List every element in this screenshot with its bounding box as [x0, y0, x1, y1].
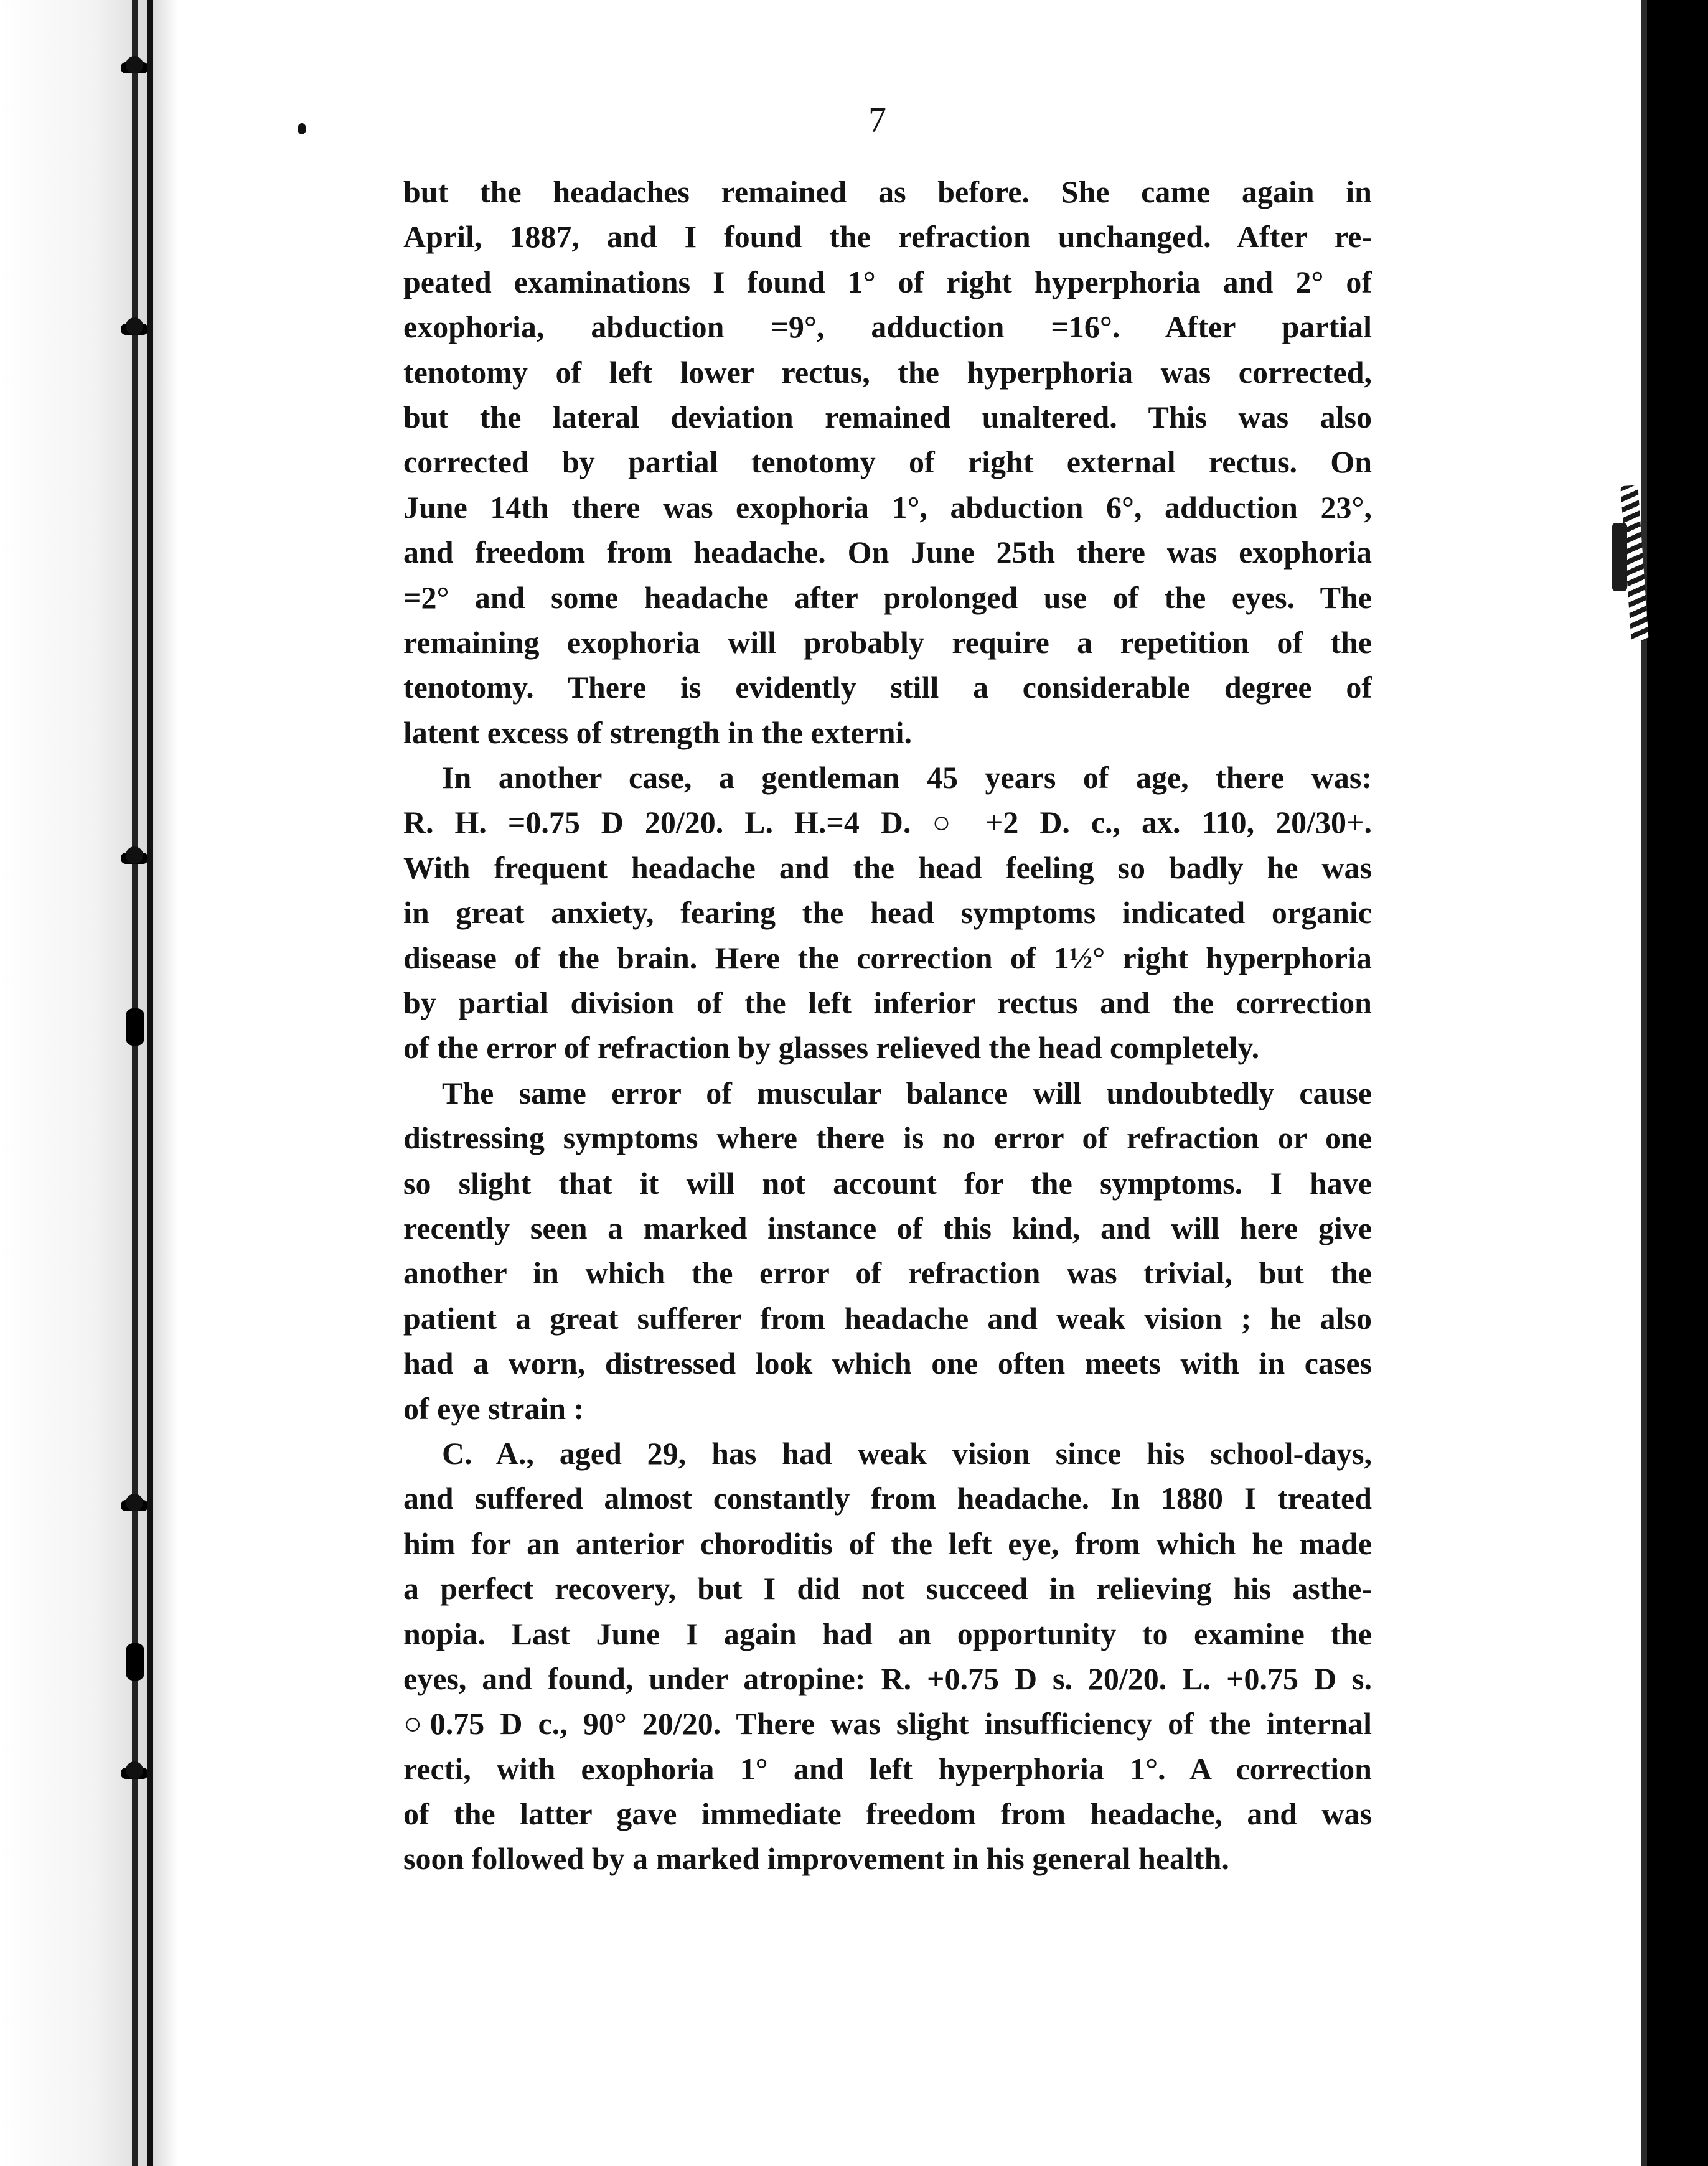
text-line: of the latter gave immediate freedom from headache, and was [403, 1796, 1372, 1832]
text-line: of eye strain : [403, 1390, 584, 1426]
text-line: R. H. =0.75 D 20/20. L. H.=4 D. ○ +2 D. c., ax. 110, 20/30+. [403, 805, 1372, 840]
text-line: recti, with exophoria 1° and left hyperphoria 1°. A correction [403, 1751, 1372, 1786]
torn-edge-fragment [1612, 523, 1627, 591]
scan-border [1647, 0, 1708, 2166]
text-line: of the error of refraction by glasses relieved the head completely. [403, 1030, 1260, 1066]
text-line: eyes, and found, under atropine: R. +0.75 D s. 20/20. L. +0.75 D s. [403, 1661, 1372, 1696]
text-line: nopia. Last June I again had an opportunity to examine the [403, 1616, 1372, 1651]
binding-stitch [126, 56, 143, 73]
text-line: tenotomy. There is evidently still a considerable degree of [403, 670, 1372, 705]
text-line: soon followed by a marked improvement in his general health. [403, 1841, 1229, 1877]
text-line: and freedom from headache. On June 25th there was exophoria [403, 535, 1372, 570]
page-fold-line [147, 0, 153, 2166]
text-line: by partial division of the left inferior rectus and the correction [403, 985, 1372, 1021]
binding-stitch [126, 846, 143, 864]
text-line: and suffered almost constantly from headache. In 1880 I treated [403, 1481, 1372, 1516]
text-line: latent excess of strength in the externi. [403, 715, 912, 750]
text-line: April, 1887, and I found the refraction unchanged. After re- [403, 219, 1372, 255]
text-line: distressing symptoms where there is no error of refraction or one [403, 1120, 1372, 1156]
text-line: a perfect recovery, but I did not succeed in relieving his asthe- [403, 1571, 1372, 1606]
text-line: remaining exophoria will probably require a repetition of the [403, 624, 1372, 660]
text-line: exophoria, abduction =9°, adduction =16°. After partial [403, 309, 1372, 345]
text-line: so slight that it will not account for the symptoms. I have [403, 1165, 1372, 1201]
text-line: in great anxiety, fearing the head symptoms indicated organic [403, 895, 1372, 931]
text-line: ○0.75 D c., 90° 20/20. There was slight insufficiency of the internal [403, 1706, 1372, 1742]
page-number: 7 [868, 100, 887, 140]
text-line: tenotomy of left lower rectus, the hyperphoria was corrected, [403, 354, 1372, 390]
text-line: recently seen a marked instance of this kind, and will here give [403, 1210, 1372, 1245]
binding-stitch [126, 317, 143, 335]
text-line: With frequent headache and the head feeling so badly he was [403, 850, 1372, 885]
text-line: The same error of muscular balance will undoubtedly cause [442, 1075, 1372, 1110]
text-line: C. A., aged 29, has had weak vision since his school-days, [442, 1435, 1372, 1471]
page-fold-shadow [153, 0, 178, 2166]
text-line: June 14th there was exophoria 1°, abduction 6°, adduction 23°, [403, 489, 1372, 525]
binding-stitch [126, 1494, 143, 1511]
text-line: him for an anterior choroditis of the left eye, from which he made [403, 1526, 1372, 1561]
text-line: patient a great sufferer from headache and weak vision ; he also [403, 1300, 1372, 1336]
page-edge [1641, 0, 1647, 2166]
text-line: =2° and some headache after prolonged use of the eyes. The [403, 579, 1372, 615]
text-line: corrected by partial tenotomy of right external rectus. On [403, 444, 1372, 480]
text-line: peated examinations I found 1° of right hyperphoria and 2° of [403, 264, 1372, 299]
text-line: but the lateral deviation remained unaltered. This was also [403, 399, 1372, 434]
text-line: In another case, a gentleman 45 years of age, there was: [442, 760, 1372, 795]
text-line: but the headaches remained as before. She came again in [403, 174, 1372, 209]
binding-stitch [126, 1008, 144, 1046]
text-line: another in which the error of refraction was trivial, but the [403, 1255, 1372, 1291]
text-line: disease of the brain. Here the correction of 1½° right hyperphoria [403, 940, 1372, 975]
text-line: had a worn, distressed look which one often meets with in cases [403, 1346, 1372, 1381]
body-text [403, 169, 1372, 1882]
binding-stitch [126, 1643, 144, 1681]
binding-stitch [126, 1761, 143, 1779]
